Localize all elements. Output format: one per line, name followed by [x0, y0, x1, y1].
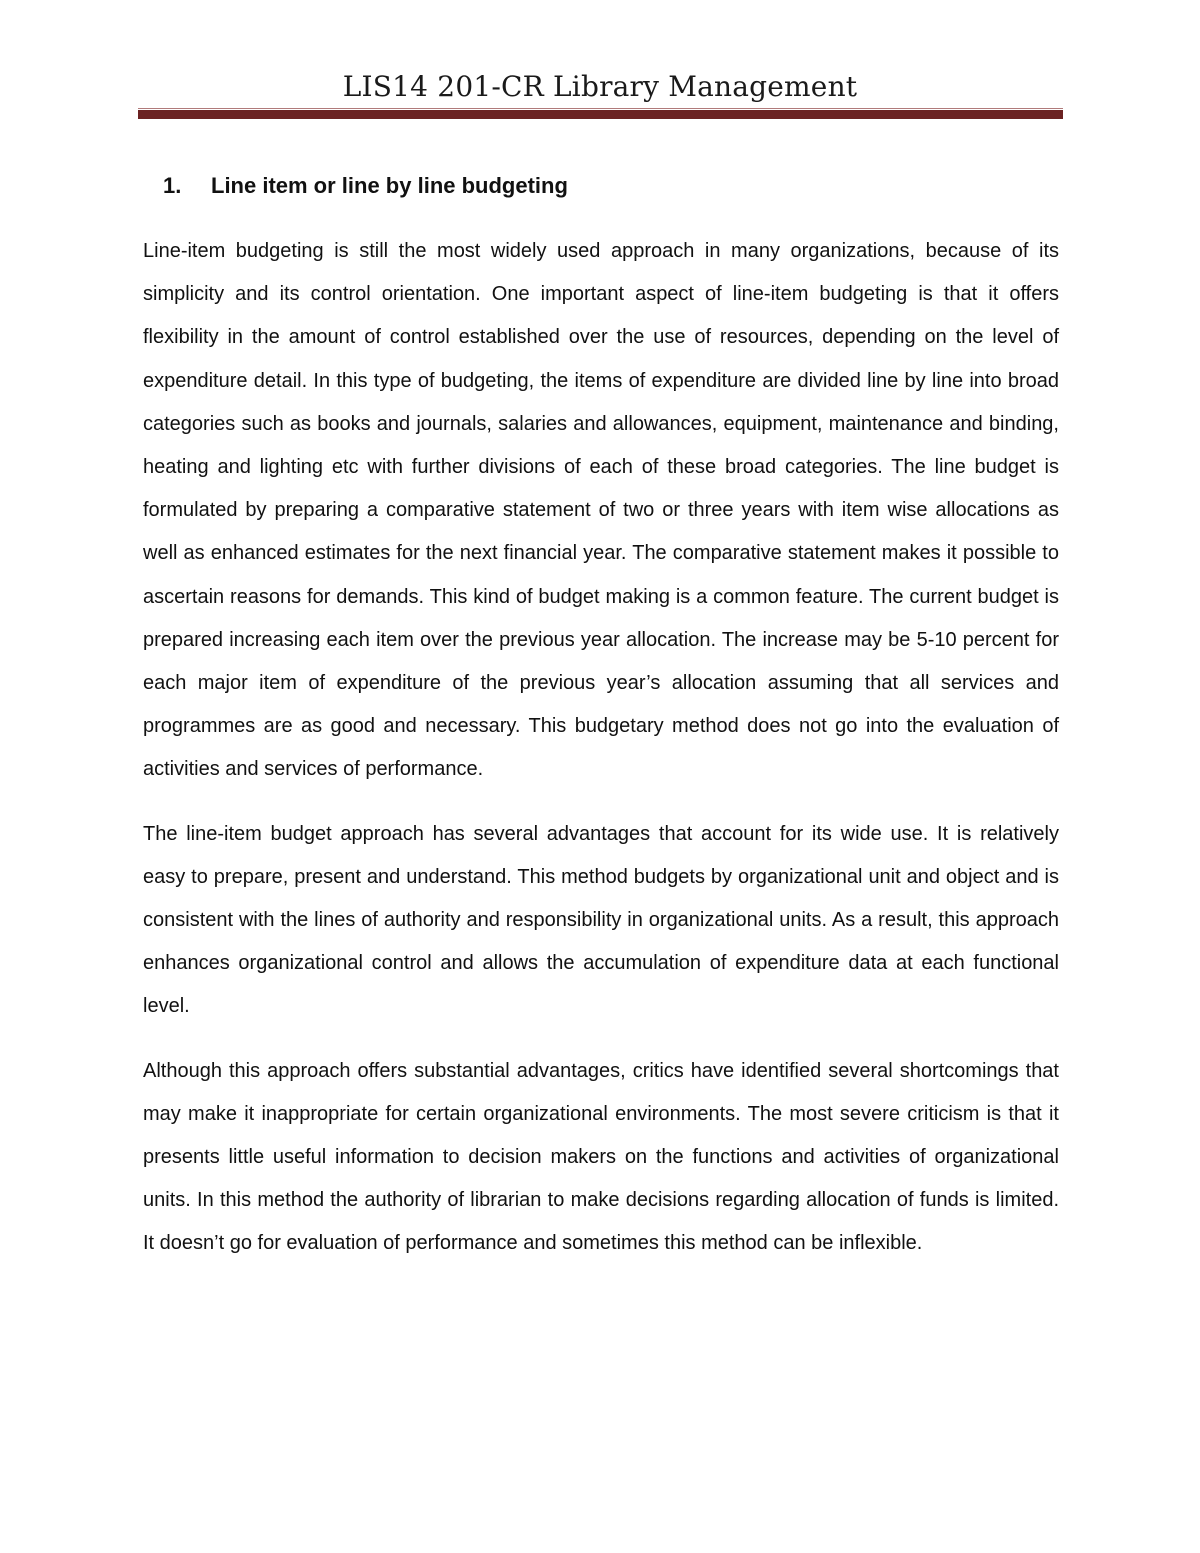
header-rule	[138, 110, 1063, 119]
paragraph-3: Although this approach offers substantial advantages, critics have identified several shortcomings that may make it inappropriate for certain organizational environments. The most severe criticism is that it presents little useful information to decision makers on the functions and activities of organizational units. In this method the authority of librarian to make decisions regarding allocation of funds is limited. It doesn’t go for evaluation of performance and sometimes this method can be inflexible.	[143, 1059, 1059, 1255]
page-content	[143, 168, 1059, 1287]
section-number: 1.	[163, 173, 182, 198]
section-heading	[163, 168, 1059, 204]
header-rule-highlight	[138, 108, 1063, 109]
running-header-title: LIS14 201-CR Library Management	[342, 70, 858, 103]
section-title: Line item or line by line budgeting	[211, 173, 568, 198]
paragraph-1: Line-item budgeting is still the most widely used approach in many organizations, because of its simplicity and its control orientation. One important aspect of line-item budgeting is that it offers flexibility in the amount of control established over the use of resources, depending on the level of expenditure detail. In this type of budgeting, the items of expenditure are divided line by line into broad categories such as books and journals, salaries and allowances, equipment, maintenance and binding, heating and lighting etc with further divisions of each of these broad categories. The line budget is formulated by preparing a comparative statement of two or three years with item wise allocations as well as enhanced estimates for the next financial year. The comparative statement makes it possible to ascertain reasons for demands. This kind of budget making is a common feature. The current budget is prepared increasing each item over the previous year allocation. The increase may be 5-10 percent for each major item of expenditure of the previous year’s allocation assuming that all services and programmes are as good and necessary. This budgetary method does not go into the evaluation of activities and services of performance.	[143, 240, 1059, 781]
paragraph-2: The line-item budget approach has several advantages that account for its wide use. It is relatively easy to prepare, present and understand. This method budgets by organizational unit and object and is consistent with the lines of authority and responsibility in organizational units. As a result, this approach enhances organizational control and allows the accumulation of expenditure data at each functional level.	[143, 822, 1059, 1018]
